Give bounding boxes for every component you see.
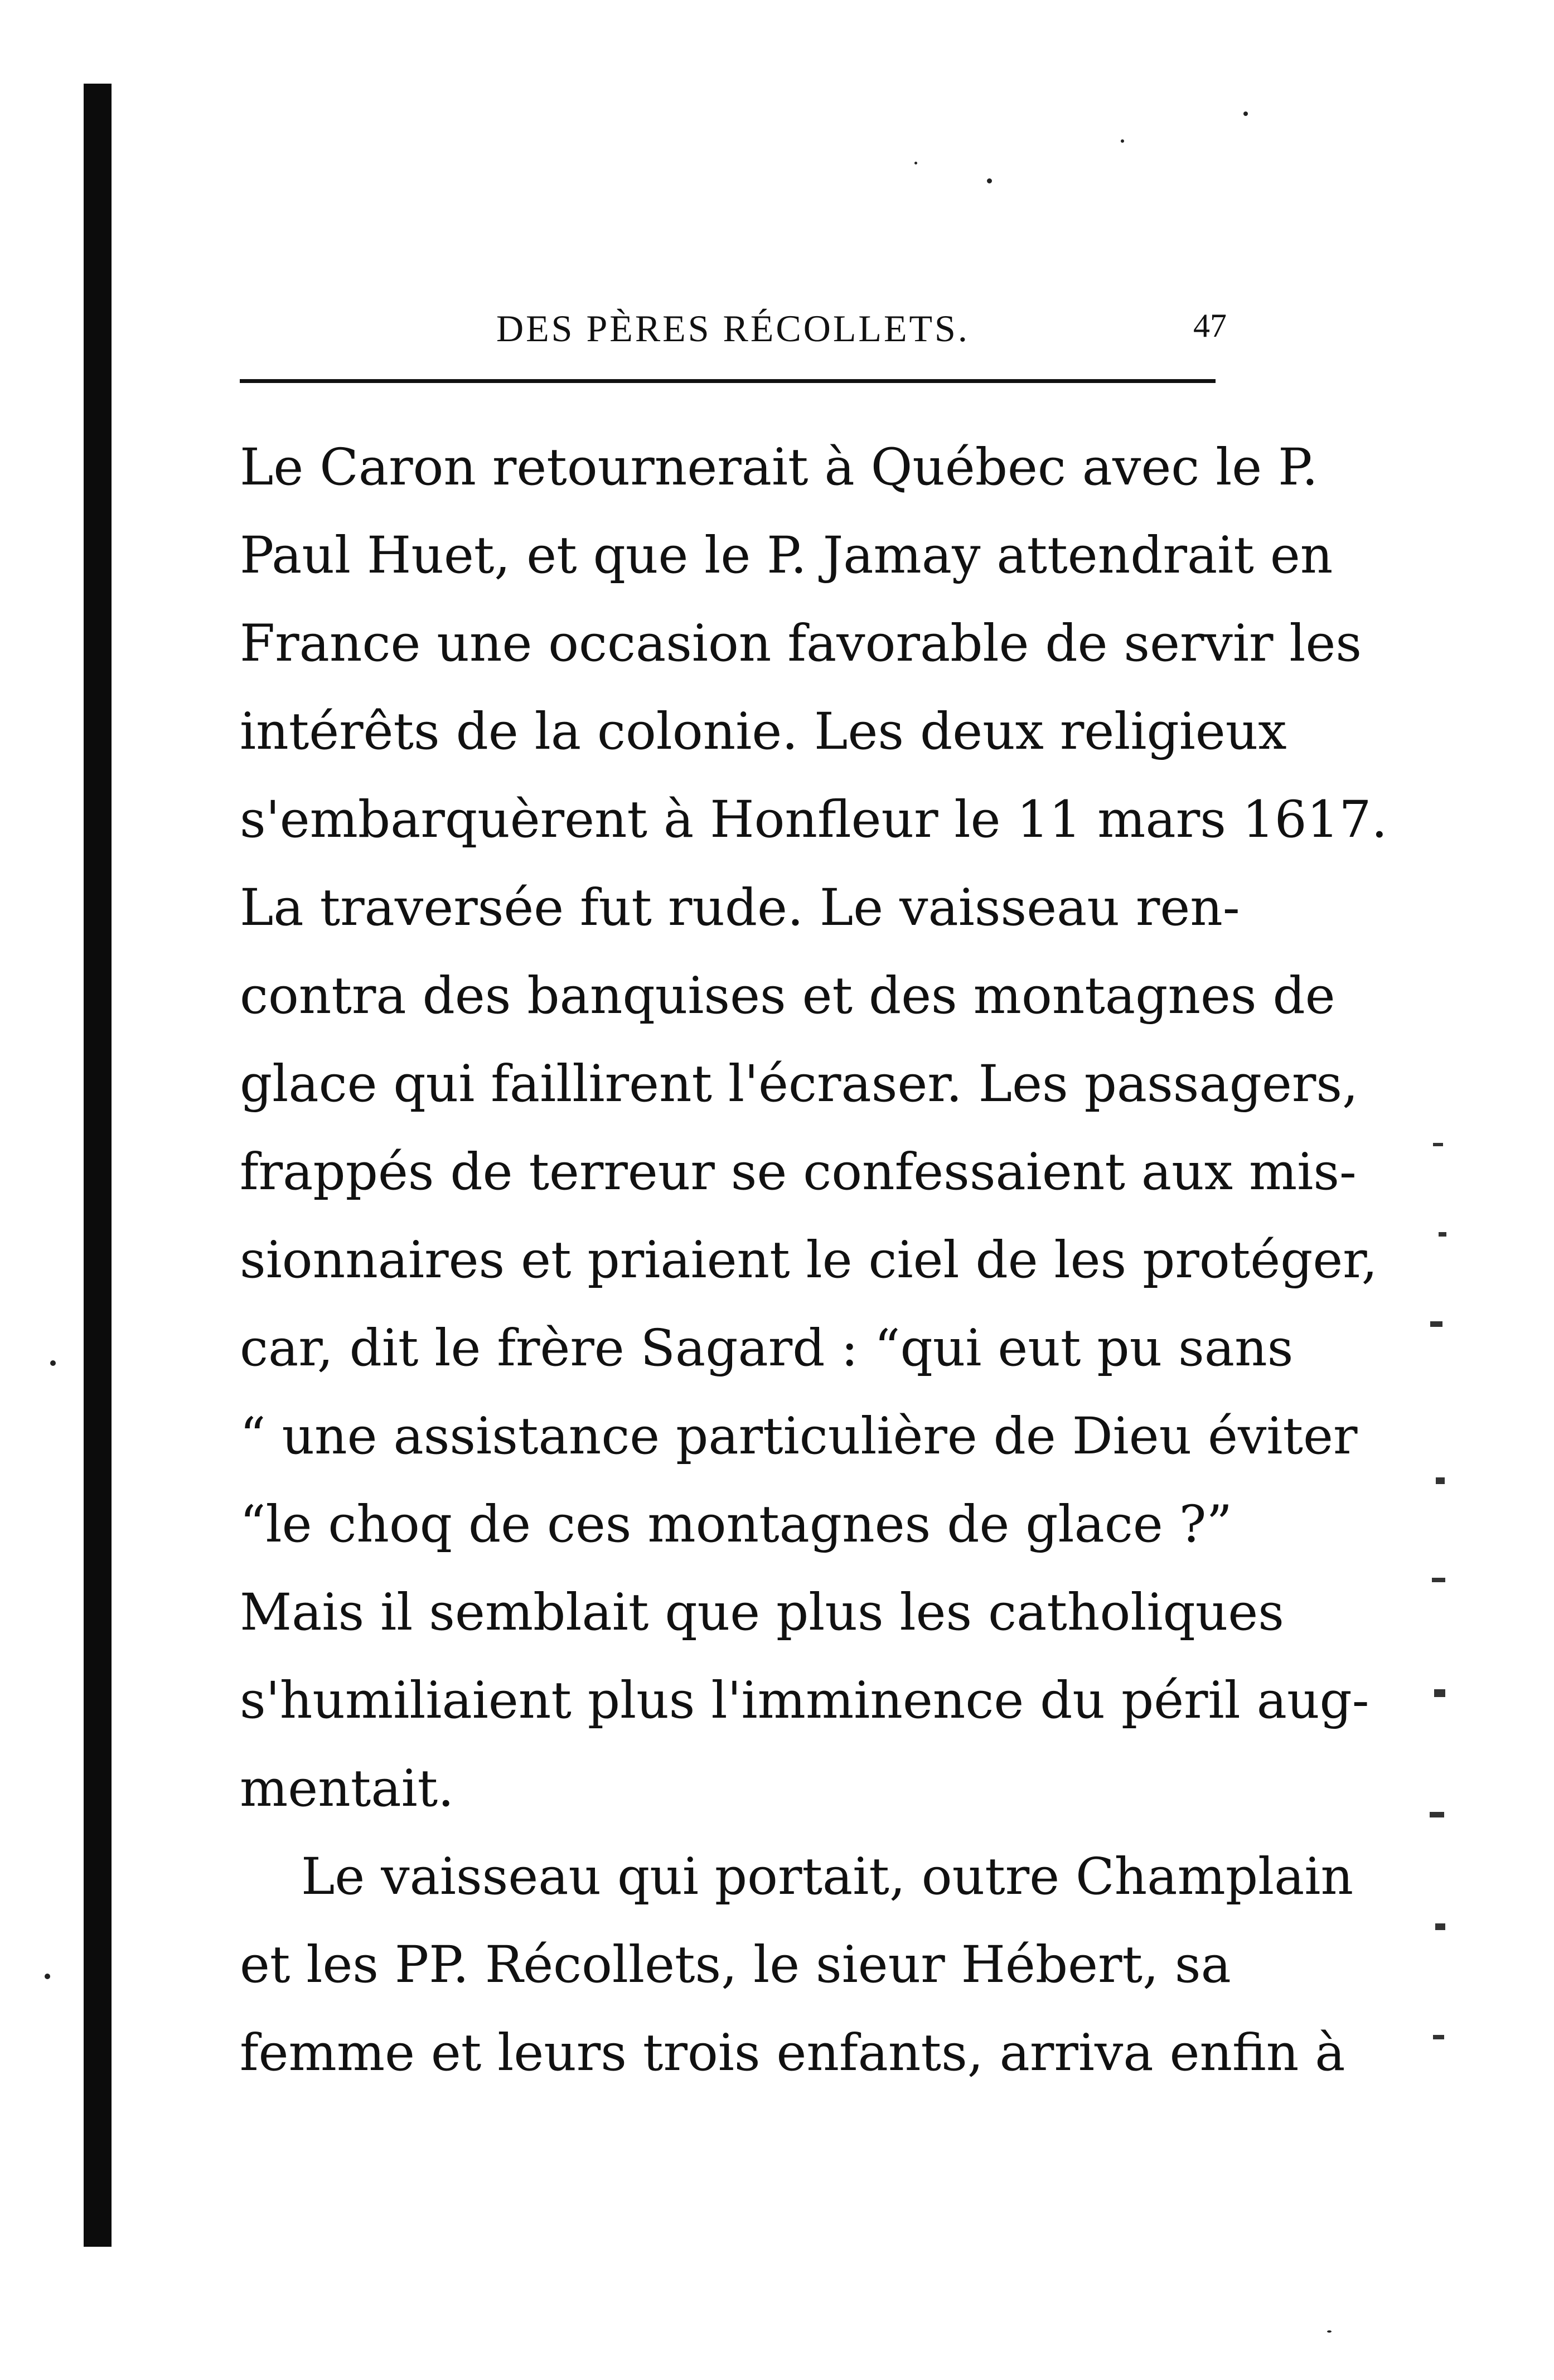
text-line: s'embarquèrent à Honfleur le 11 mars 1617. xyxy=(240,791,1388,849)
text-line: glace qui faillirent l'écraser. Les passagers, xyxy=(240,1055,1358,1113)
text-line: France une occasion favorable de servir les xyxy=(240,614,1362,673)
text-line: et les PP. Récollets, le sieur Hébert, sa xyxy=(240,1936,1231,1994)
scan-speck xyxy=(1327,2330,1332,2333)
scan-speck xyxy=(1433,2035,1444,2039)
book-page xyxy=(240,290,1388,2082)
scan-speck xyxy=(1430,1812,1444,1817)
scan-speck xyxy=(1436,1477,1445,1484)
scan-speck xyxy=(1434,1689,1445,1697)
margin-scan-noise xyxy=(1427,1087,1461,2119)
text-line: mentait. xyxy=(240,1759,454,1818)
text-line: intérêts de la colonie. Les deux religieux xyxy=(240,702,1287,761)
header-rule xyxy=(240,379,1216,383)
text-line: Le Caron retournerait à Québec avec le P. xyxy=(240,438,1318,497)
text-line: femme et leurs trois enfants, arriva enfin à xyxy=(240,2024,1345,2082)
scan-speck xyxy=(1432,1578,1445,1582)
text-line: car, dit le frère Sagard : “qui eut pu sans xyxy=(240,1319,1294,1378)
text-line: sionnaires et priaient le ciel de les protéger, xyxy=(240,1231,1378,1290)
scan-speck xyxy=(1439,1232,1446,1237)
scan-speck xyxy=(987,178,992,183)
scan-speck xyxy=(1121,139,1124,143)
scan-speck xyxy=(1435,1923,1445,1930)
page-number: 47 xyxy=(1193,307,1227,344)
scan-speck xyxy=(1430,1321,1442,1327)
running-head xyxy=(240,290,1232,357)
running-title: DES PÈRES RÉCOLLETS. xyxy=(496,307,970,350)
text-line: “ une assistance particulière de Dieu éviter xyxy=(240,1407,1358,1466)
text-line: contra des banquises et des montagnes de xyxy=(240,967,1335,1025)
text-line-paragraph-start: Le vaisseau qui portait, outre Champlain xyxy=(301,1848,1354,1906)
scan-speck xyxy=(45,1974,50,1979)
body-text xyxy=(240,424,1388,2097)
scan-speck xyxy=(1243,112,1248,116)
text-line: Paul Huet, et que le P. Jamay attendrait en xyxy=(240,526,1333,585)
scan-speck xyxy=(50,1360,56,1366)
text-line: La traversée fut rude. Le vaisseau ren- xyxy=(240,879,1240,937)
text-line: s'humiliaient plus l'imminence du péril aug- xyxy=(240,1671,1369,1730)
scan-speck xyxy=(914,162,917,164)
text-line: frappés de terreur se confessaient aux mis- xyxy=(240,1143,1357,1201)
scan-speck xyxy=(1433,1143,1443,1146)
scan-binding-edge xyxy=(84,84,112,2247)
text-line: “le choq de ces montagnes de glace ?” xyxy=(240,1495,1232,1554)
text-line: Mais il semblait que plus les catholiques xyxy=(240,1583,1284,1642)
